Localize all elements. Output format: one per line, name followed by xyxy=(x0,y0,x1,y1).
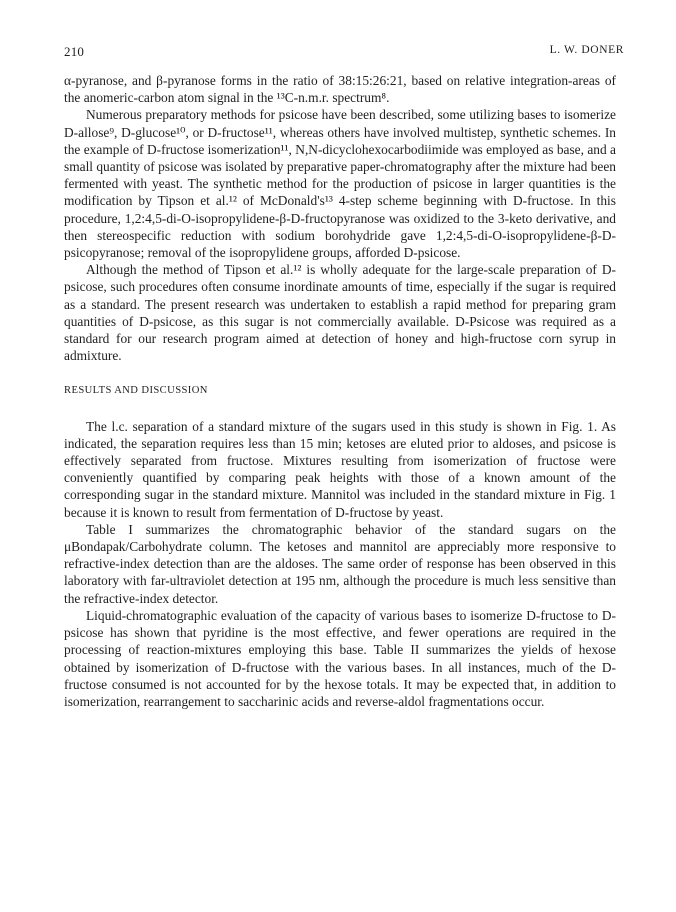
paragraph-continuation: α-pyranose, and β-pyranose forms in the ratio of 38:15:26:21, based on relative integration-areas of the anomeric-carbon atom signal in the ¹³C-n.m.r. spectrum⁸. xyxy=(64,73,616,106)
paragraph-tipson-method: Although the method of Tipson et al.¹² is wholly adequate for the large-scale preparation of D-psicose, such procedures often consume inordinate amounts of time, especially if the sugar is required as a standard. The present research was undertaken to establish a rapid method for preparing gram quantities of D-psicose, as this sugar is not commercially available. D-Psicose was required as a standard for our research program aimed at detection of honey and high-fructose corn syrup in admixture. xyxy=(64,262,616,364)
running-header xyxy=(64,44,624,60)
section-heading-results: RESULTS AND DISCUSSION xyxy=(64,385,208,397)
article-body xyxy=(64,72,616,710)
page-number: 210 xyxy=(64,44,85,59)
paragraph-lc-separation: The l.c. separation of a standard mixture of the sugars used in this study is shown in Fig. 1. As indicated, the separation requires less than 15 min; ketoses are eluted prior to aldoses, and psicose is effectively separated from fructose. Mixtures resulting from isomerization of fructose were conveniently quantified by comparing peak heights with those of a known amount of the corresponding sugar in the standard mixture. Mannitol was included in the standard mixture in Fig. 1 because it is known to result from fermentation of D-fructose by yeast. xyxy=(64,418,616,520)
paragraph-table-one: Table I summarizes the chromatographic behavior of the standard sugars on the μBondapak/Carbohydrate column. The ketoses and mannitol are appreciably more responsive to refractive-index detection than are the aldoses. The same order of response has been observed in this laboratory with far-ultraviolet detection at 195 nm, although the procedure is much less sensitive than the refractive-index detector. xyxy=(64,521,616,606)
paragraph-preparatory-methods: Numerous preparatory methods for psicose have been described, some utilizing bases to isomerize D-allose⁹, D-glucose¹⁰, or D-fructose¹¹, whereas others have involved multistep, synthetic schemes. In the example of D-fructose isomerization¹¹, N,N-dicyclohexocarbodiimide was employed as base, and a small quantity of psicose was isolated by preparative paper-chromatography after the mixture had been fermented with yeast. The synthetic method for the production of psicose in larger quantities is the modification by Tipson et al.¹² of McDonald's¹³ 4-step scheme beginning with D-fructose. In this procedure, 1,2:4,5-di-O-isopropylidene-β-D-fructopyranose was oxidized to the 3-keto derivative, and then stereospecific reduction with sodium borohydride gave 1,2:4,5-di-O-isopropylidene-β-D-psicopyranose; removal of the isopropylidene groups, afforded D-psicose. xyxy=(64,107,616,261)
running-author: L. W. DONER xyxy=(549,44,624,56)
paragraph-isomerization-bases: Liquid-chromatographic evaluation of the capacity of various bases to isomerize D-fructose to D-psicose has shown that pyridine is the most effective, and fewer operations are required in the processing of reaction-mixtures employing this base. Table II summarizes the yields of hexose obtained by isomerization of D-fructose with the various bases. In all instances, much of the D-fructose consumed is not accounted for by the hexose totals. It may be expected that, in addition to isomerization, rearrangement to saccharinic acids and reverse-aldol fragmentations occur. xyxy=(64,607,616,709)
